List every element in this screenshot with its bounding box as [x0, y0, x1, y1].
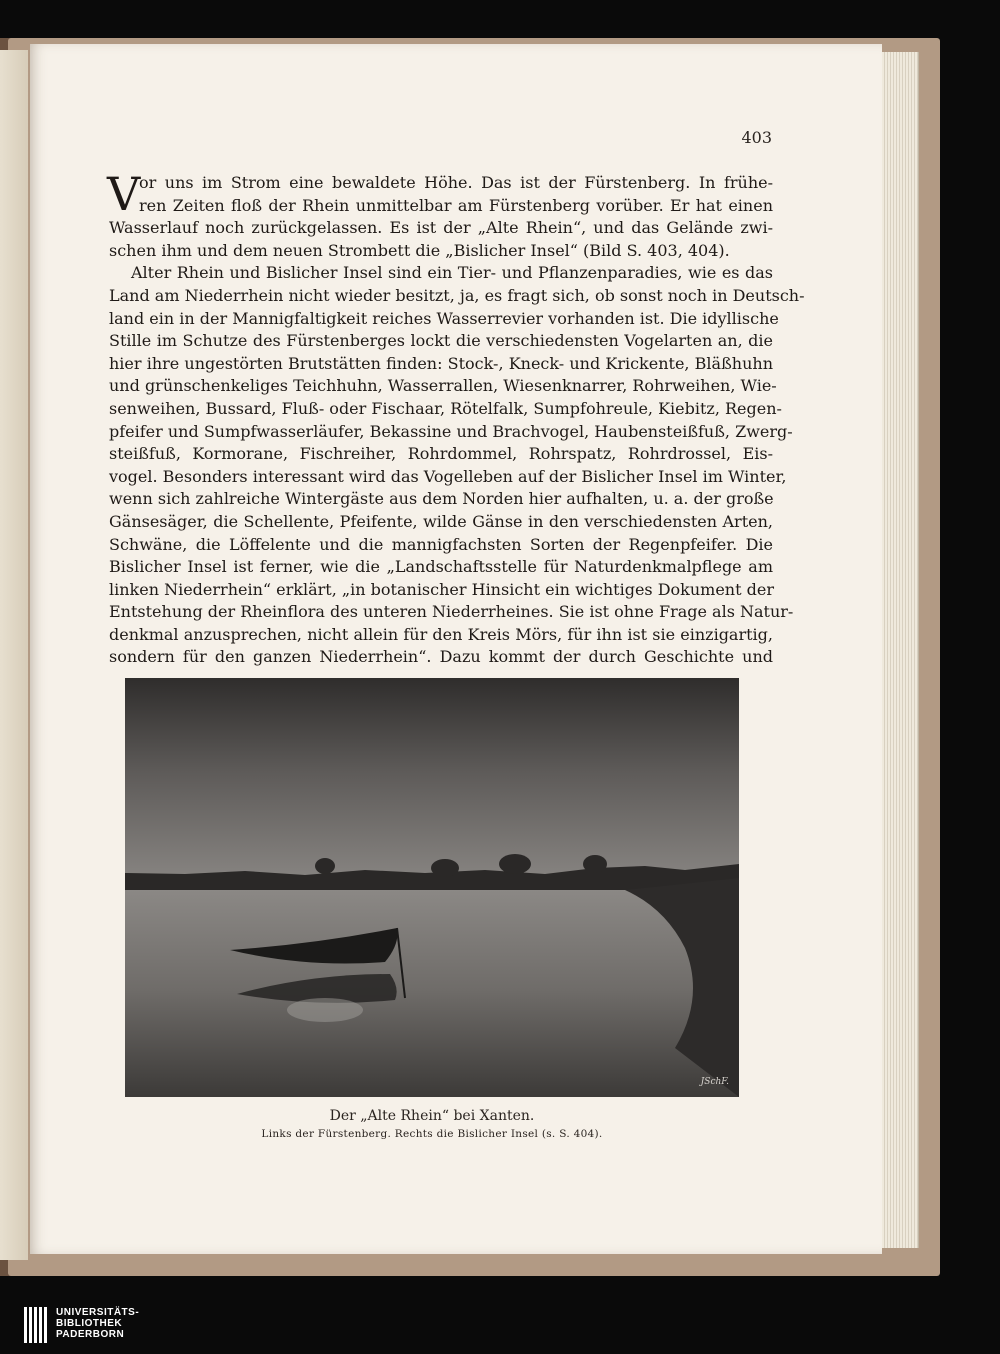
text-line: und grünschenkeliges Teichhuhn, Wasserrallen, Wiesenknarrer, Rohrweihen, Wie-	[109, 376, 777, 396]
text-line: wenn sich zahlreiche Wintergäste aus dem Norden hier aufhalten, u. a. der große	[109, 489, 774, 509]
drop-cap: V	[107, 167, 141, 221]
text-line: Stille im Schutze des Fürstenberges lockt die verschiedensten Vogelarten an, die	[109, 331, 773, 351]
river-photograph	[125, 678, 739, 1097]
text-line: Bislicher Insel ist ferner, wie die „Landschaftsstelle für Naturdenkmalpflege am	[109, 557, 773, 577]
library-logo	[24, 1307, 139, 1343]
text-line: steißfuß, Kormorane, Fischreiher, Rohrdommel, Rohrspatz, Rohrdrossel, Eis-	[109, 444, 773, 464]
text-line: schen ihm und dem neuen Strombett die „Bislicher Insel“ (Bild S. 403, 404).	[109, 240, 730, 260]
page-stack-edge	[876, 52, 919, 1248]
text-line: vogel. Besonders interessant wird das Vogelleben auf der Bislicher Insel im Winter,	[109, 466, 787, 486]
photographer-signature: JSchF.	[700, 1077, 729, 1087]
text-line: Alter Rhein und Bislicher Insel sind ein Tier- und Pflanzenparadies, wie es das	[131, 263, 773, 283]
text-line: ren Zeiten floß der Rhein unmittelbar am Fürstenberg vorüber. Er hat einen	[139, 195, 773, 215]
library-name-line-2: BIBLIOTHEK	[56, 1318, 123, 1329]
text-line: denkmal anzusprechen, nicht allein für den Kreis Mörs, für ihn ist sie einzigartig,	[109, 624, 773, 644]
text-line: Land am Niederrhein nicht wieder besitzt, ja, es fragt sich, ob sonst noch in Deutsch-	[109, 285, 805, 305]
text-line: senweihen, Bussard, Fluß- oder Fischaar, Rötelfalk, Sumpfohreule, Kiebitz, Regen-	[109, 398, 782, 418]
library-name	[56, 1307, 139, 1340]
library-logo-icon	[24, 1307, 50, 1343]
figure-caption: Der „Alte Rhein“ bei Xanten.	[329, 1108, 535, 1124]
text-line: linken Niederrhein“ erklärt, „in botanischer Hinsicht ein wichtiges Dokument der	[109, 579, 774, 599]
left-page-edge	[0, 50, 28, 1260]
text-line: sondern für den ganzen Niederrhein“. Dazu kommt der durch Geschichte und	[109, 647, 773, 667]
library-name-line-3: PADERBORN	[56, 1329, 125, 1340]
text-line: land ein in der Mannigfaltigkeit reiches Wasserrevier vorhanden ist. Die idyllische	[109, 308, 779, 328]
text-line: Gänsesäger, die Schellente, Pfeifente, wilde Gänse in den verschiedensten Arten,	[109, 511, 773, 531]
text-line: pfeifer und Sumpfwasserläufer, Bekassine und Brachvogel, Haubensteißfuß, Zwerg-	[109, 421, 793, 441]
text-line: hier ihre ungestörten Brutstätten finden: Stock-, Kneck- und Krickente, Bläßhuhn	[109, 353, 773, 373]
text-line: Wasserlauf noch zurückgelassen. Es ist der „Alte Rhein“, und das Gelände zwi-	[109, 218, 773, 238]
text-line: Entstehung der Rheinflora des unteren Niederrheines. Sie ist ohne Frage als Natur-	[109, 602, 794, 622]
body-text	[107, 167, 805, 669]
book-page	[30, 44, 882, 1254]
library-name-line-1: UNIVERSITÄTS-	[56, 1307, 140, 1318]
photo-landscape	[125, 678, 739, 1097]
figure-subcaption: Links der Fürstenberg. Rechts die Bislicher Insel (s. S. 404).	[261, 1128, 603, 1140]
page-number: 403	[741, 128, 772, 147]
text-line: Schwäne, die Löffelente und die mannigfachsten Sorten der Regenpfeifer. Die	[109, 534, 773, 554]
text-line-content: or uns im Strom eine bewaldete Höhe. Das ist der Fürstenberg. In frühe-	[139, 173, 773, 192]
